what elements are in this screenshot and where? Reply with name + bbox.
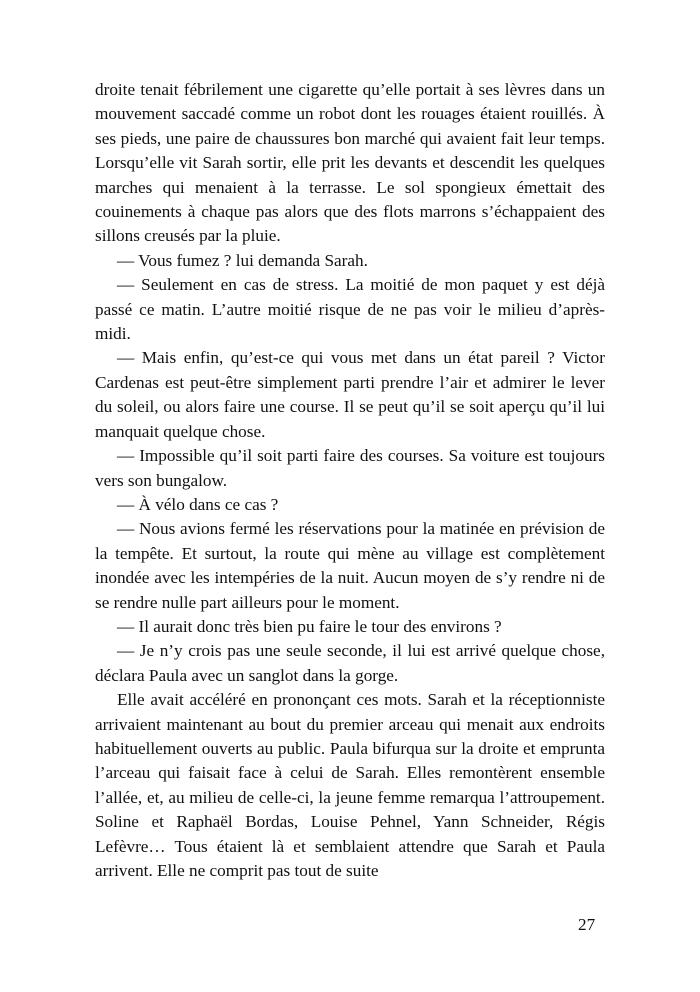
body-text xyxy=(95,78,605,883)
paragraph-4: — Mais enfin, qu’est-ce qui vous met dans un état pareil ? Victor Cardenas est peut-être simplement parti prendre l’air et admirer le lever du soleil, ou alors faire une course. Il se peut qu’il se soit aperçu qu’il lui manquait quelque chose. xyxy=(95,348,605,441)
paragraph-6: — À vélo dans ce cas ? xyxy=(117,494,279,514)
paragraph-8: — Il aurait donc très bien pu faire le tour des environs ? xyxy=(117,616,502,636)
paragraph-1: droite tenait fébrilement une cigarette qu’elle portait à ses lèvres dans un mouvement saccadé comme un robot dont les rouages étaient rouillés. À ses pieds, une paire de chaussures bon marché qui avaient fait leur temps. Lorsqu’elle vit Sarah sortir, elle prit les devants et descendit les quelques marches qui menaient à la terrasse. Le sol spongieux émettait des couinements à chaque pas alors que des flots marrons s’échappaient des sillons creusés par la pluie. xyxy=(95,80,605,246)
paragraph-5: — Impossible qu’il soit parti faire des courses. Sa voiture est toujours vers son bungalow. xyxy=(95,446,605,490)
book-page xyxy=(95,78,605,883)
paragraph-2: — Vous fumez ? lui demanda Sarah. xyxy=(117,250,368,270)
paragraph-7: — Nous avions fermé les réservations pour la matinée en prévision de la tempête. Et surtout, la route qui mène au village est complètement inondée avec les intempéries de la nuit. Aucun moyen de s’y rendre ni de se rendre nulle part ailleurs pour le moment. xyxy=(95,519,605,612)
paragraph-10: Elle avait accéléré en prononçant ces mots. Sarah et la réceptionniste arrivaient maintenant au bout du premier arceau qui menait aux endroits habituellement ouverts au public. Paula bifurqua sur la droite et emprunta l’arceau qui faisait face à celui de Sarah. Elles remontèrent ensemble l’allée, et, au milieu de celle-ci, la jeune femme remarqua l’attroupement. Soline et Raphaël Bordas, Louise Pehnel, Yann Schneider, Régis Lefèvre… Tous étaient là et semblaient attendre que Sarah et Paula arrivent. Elle ne comprit pas tout de suite xyxy=(95,690,605,880)
page-number: 27 xyxy=(578,915,596,934)
paragraph-9: — Je n’y crois pas une seule seconde, il lui est arrivé quelque chose, déclara Paula avec un sanglot dans la gorge. xyxy=(95,641,605,685)
paragraph-3: — Seulement en cas de stress. La moitié de mon paquet y est déjà passé ce matin. L’autre moitié risque de ne pas voir le milieu d’après-midi. xyxy=(95,275,605,344)
